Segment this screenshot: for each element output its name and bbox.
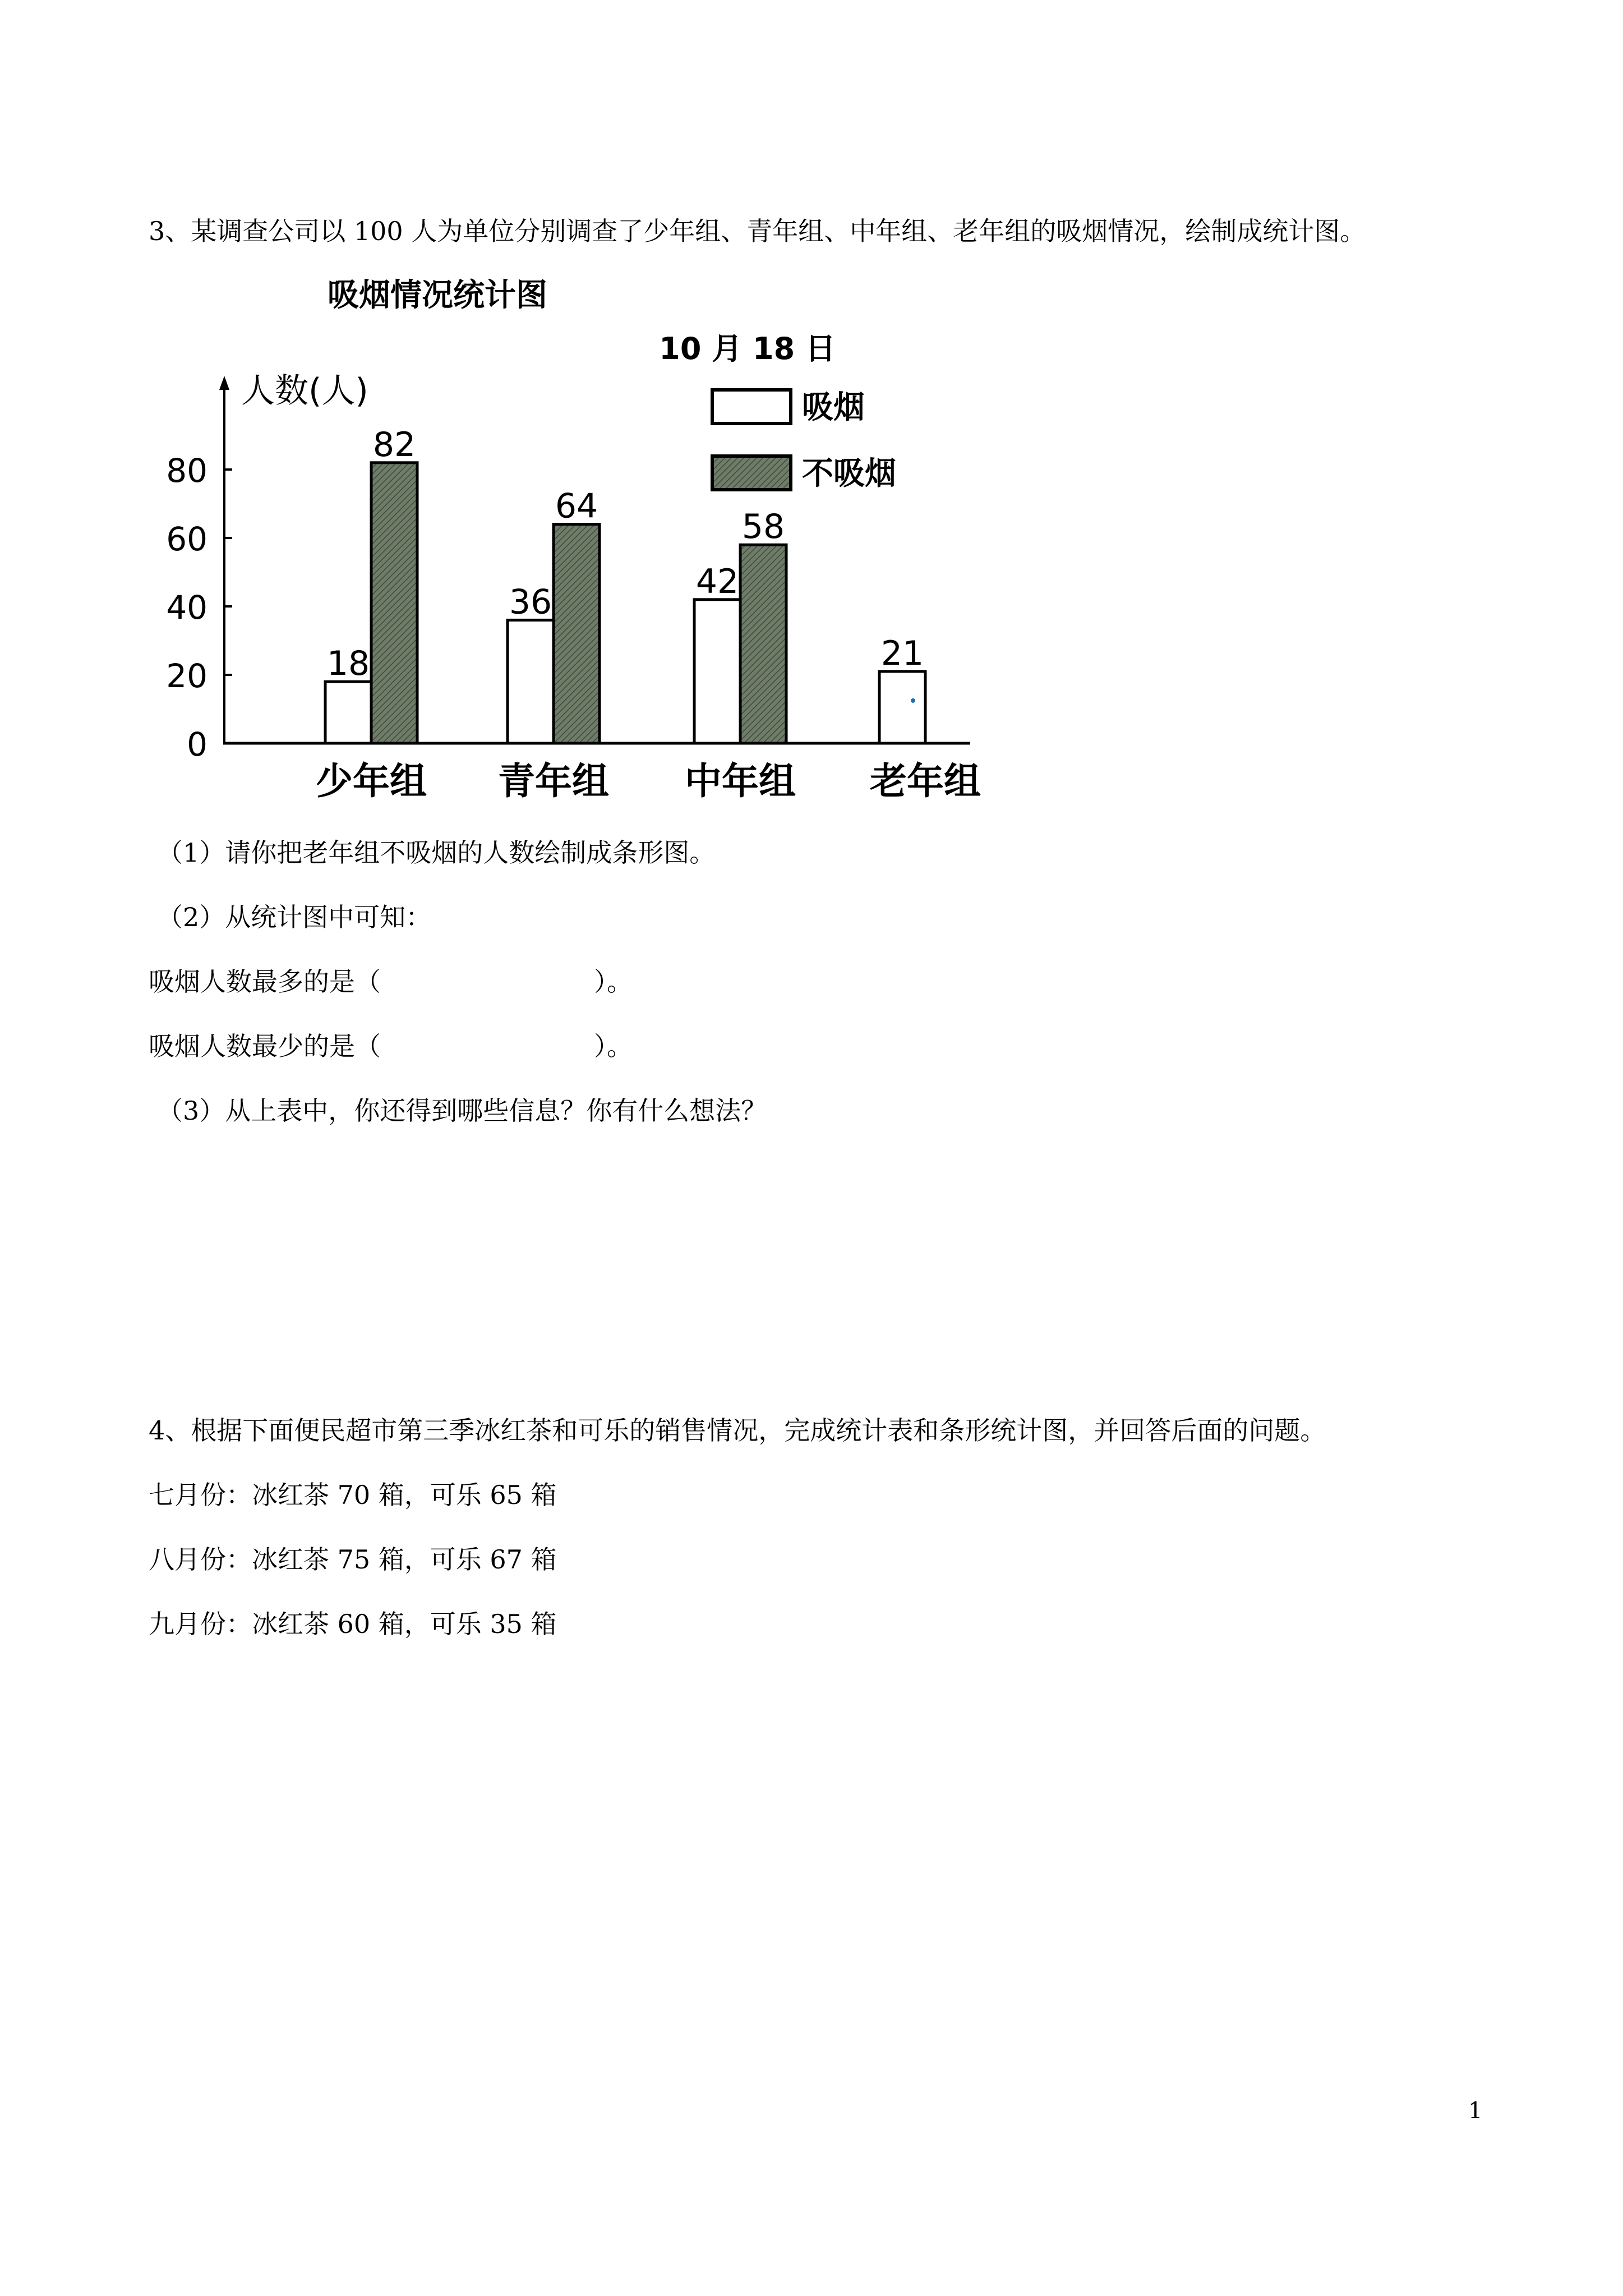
q3-least-line xyxy=(149,1029,633,1063)
q4-september: 九月份：冰红茶 60 箱，可乐 35 箱 xyxy=(149,1609,557,1639)
q3-part1: （1）请你把老年组不吸烟的人数绘制成条形图。 xyxy=(157,838,716,868)
bar-value-label: 82 xyxy=(372,425,416,464)
y-tick-label: 80 xyxy=(166,452,208,490)
bar-value-label: 42 xyxy=(695,562,739,601)
q4-stem: 4、根据下面便民超市第三季冰红茶和可乐的销售情况，完成统计表和条形统计图，并回答后面的问题。 xyxy=(149,1415,1326,1446)
category-label: 少年组 xyxy=(316,760,427,803)
bar-nonsmoking xyxy=(371,463,417,743)
q4-july: 七月份：冰红茶 70 箱，可乐 65 箱 xyxy=(149,1480,557,1510)
q3-part2: （2）从统计图中可知： xyxy=(157,902,432,932)
q3-stem: 3、某调查公司以 100 人为单位分别调查了少年组、青年组、中年组、老年组的吸烟情况，绘制成统计图。 xyxy=(149,216,1366,246)
bar-smoking xyxy=(508,620,554,743)
bar-value-label: 58 xyxy=(741,507,785,547)
y-axis-label: 人数(人) xyxy=(241,371,368,411)
bar-smoking xyxy=(879,671,925,743)
q3-most-prefix: 吸烟人数最多的是（ xyxy=(149,967,381,997)
category-label: 老年组 xyxy=(870,760,981,803)
q3-least-prefix: 吸烟人数最少的是（ xyxy=(149,1031,381,1061)
legend-label-nonsmoking: 不吸烟 xyxy=(802,455,896,492)
legend-swatch-smoking xyxy=(712,390,791,424)
bar-nonsmoking xyxy=(740,545,786,743)
bar-smoking xyxy=(694,600,740,743)
bar-smoking xyxy=(325,682,371,743)
q3-most-line xyxy=(149,965,633,999)
category-label: 青年组 xyxy=(498,760,609,803)
q3-least-suffix: ）。 xyxy=(594,1031,633,1061)
y-axis-arrow xyxy=(219,376,229,390)
bar-value-label: 18 xyxy=(326,644,370,684)
ink-dot xyxy=(911,698,915,703)
chart-date: 10 月 18 日 xyxy=(659,331,836,366)
q3-most-suffix: ）。 xyxy=(594,967,633,997)
q3-part3: （3）从上表中，你还得到哪些信息？你有什么想法？ xyxy=(157,1096,767,1126)
bar-value-label: 64 xyxy=(555,486,598,526)
category-label: 中年组 xyxy=(685,760,796,803)
y-tick-label: 20 xyxy=(166,657,208,695)
bar-nonsmoking xyxy=(554,524,600,743)
bar-value-label: 36 xyxy=(509,582,552,622)
legend-label-smoking: 吸烟 xyxy=(802,389,865,426)
chart-title: 吸烟情况统计图 xyxy=(328,277,547,314)
q4-august: 八月份：冰红茶 75 箱，可乐 67 箱 xyxy=(149,1544,557,1575)
page-number: 1 xyxy=(1468,2098,1483,2124)
y-tick-label: 40 xyxy=(166,588,208,627)
y-tick-label: 0 xyxy=(187,725,208,763)
smoking-bar-chart xyxy=(151,269,993,819)
legend-swatch-nonsmoking xyxy=(712,456,791,490)
bar-value-label: 21 xyxy=(880,633,924,673)
y-tick-label: 60 xyxy=(166,520,208,558)
